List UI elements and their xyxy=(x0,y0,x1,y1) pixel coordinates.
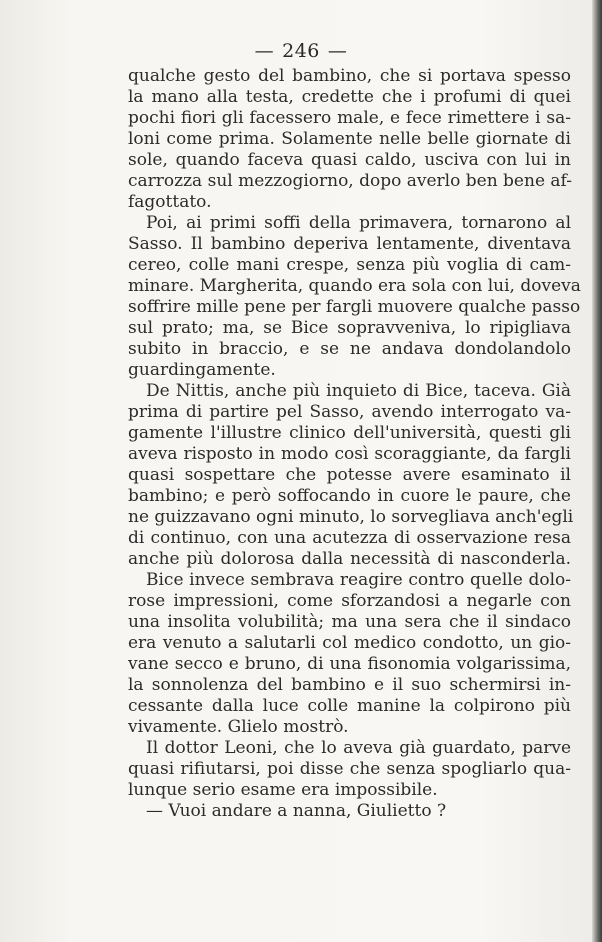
text-line: Il dottor Leoni, che lo aveva già guardato, parve xyxy=(146,738,571,758)
page-number-dash-right: — xyxy=(327,40,348,62)
page-number-value: 246 xyxy=(282,40,320,62)
text-line: prima di partire pel Sasso, avendo interrogato va- xyxy=(128,402,571,422)
text-line: la sonnolenza del bambino e il suo schermirsi in- xyxy=(128,675,571,695)
text-line: soffrire mille pene per fargli muovere qualche passo xyxy=(128,297,581,317)
text-line: — Vuoi andare a nanna, Giulietto ? xyxy=(146,801,447,821)
body-text xyxy=(128,66,581,822)
text-line: Bice invece sembrava reagire contro quelle dolo- xyxy=(146,570,571,590)
text-line: vivamente. Glielo mostrò. xyxy=(128,717,349,737)
text-line: sole, quando faceva quasi caldo, usciva con lui in xyxy=(128,150,571,170)
text-line: la mano alla testa, credette che i profumi di quei xyxy=(128,87,571,107)
text-line: cessante dalla luce colle manine la colpirono più xyxy=(128,696,571,716)
text-line: di continuo, con una acutezza di osservazione resa xyxy=(128,528,571,548)
text-line: Poi, ai primi soffi della primavera, tornarono al xyxy=(146,213,571,233)
text-line: quasi rifiutarsi, poi disse che senza spogliarlo qua- xyxy=(128,759,571,779)
text-line: fagottato. xyxy=(128,192,212,212)
text-line: lunque serio esame era impossibile. xyxy=(128,780,438,800)
text-line: bambino; e però soffocando in cuore le paure, che xyxy=(128,486,571,506)
page-number xyxy=(0,40,602,62)
text-line: guardingamente. xyxy=(128,360,276,380)
page-number-dash-left: — xyxy=(254,40,275,62)
text-line: pochi fiori gli facessero male, e fece rimettere i sa- xyxy=(128,108,571,128)
text-line: loni come prima. Solamente nelle belle giornate di xyxy=(128,129,571,149)
text-line: aveva risposto in modo così scoraggiante, da fargli xyxy=(128,444,571,464)
text-line: vane secco e bruno, di una fisonomia volgarissima, xyxy=(128,654,571,674)
text-line: quasi sospettare che potesse avere esaminato il xyxy=(128,465,571,485)
text-line: gamente l'illustre clinico dell'università, questi gli xyxy=(128,423,571,443)
text-line: ne guizzavano ogni minuto, lo sorvegliava anch'egli xyxy=(128,507,574,527)
text-line: subito in braccio, e se ne andava dondolandolo xyxy=(128,339,571,359)
text-line: rose impressioni, come sforzandosi a negarle con xyxy=(128,591,571,611)
text-line: era venuto a salutarli col medico condotto, un gio- xyxy=(128,633,571,653)
text-line: cereo, colle mani crespe, senza più voglia di cam- xyxy=(128,255,571,275)
text-line: qualche gesto del bambino, che si portava spesso xyxy=(128,66,571,86)
text-line: carrozza sul mezzogiorno, dopo averlo ben bene af- xyxy=(128,171,572,191)
text-line: anche più dolorosa dalla necessità di nasconderla. xyxy=(128,549,571,569)
text-line: sul prato; ma, se Bice sopravveniva, lo ripigliava xyxy=(128,318,571,338)
page-edge-shadow xyxy=(592,0,602,942)
text-line: minare. Margherita, quando era sola con lui, doveva xyxy=(128,276,581,296)
text-line: una insolita volubilità; ma una sera che il sindaco xyxy=(128,612,571,632)
text-line: Sasso. Il bambino deperiva lentamente, diventava xyxy=(128,234,571,254)
text-line: De Nittis, anche più inquieto di Bice, taceva. Già xyxy=(146,381,571,401)
